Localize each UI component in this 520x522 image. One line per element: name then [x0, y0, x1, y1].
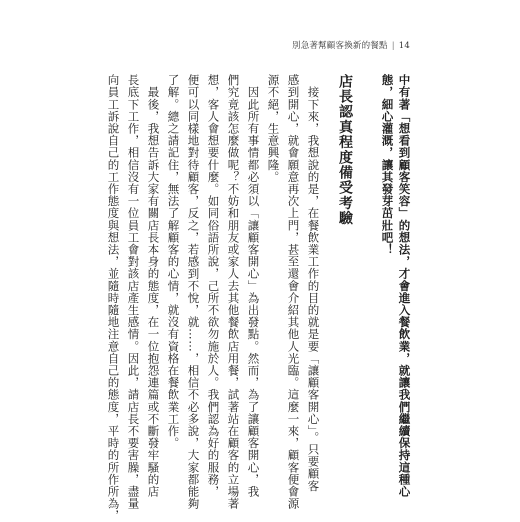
body-line: 源不絕，生意興隆。	[266, 74, 281, 183]
page-number: 14	[398, 41, 410, 51]
section-heading: 店長認真程度備受考驗	[337, 74, 353, 226]
body-line: 向員工訴說自己的工作態度與想法，並隨時隨地注意自己的態度，平時的所作所為，	[106, 74, 121, 522]
intro-emphasis-line: 態，細心灌溉，讓其發芽茁壯吧！	[380, 74, 395, 256]
body-line: 最後，我想告訴大家有關店長本身的態度，在一位抱怨連篇或不斷發牢騷的店	[146, 74, 161, 498]
body-line: 接下來，我想說的是，在餐飲業工作的目的就是要「讓顧客開心」。只要顧客	[306, 74, 321, 492]
running-title: 別急著幫顧客換新的餐點	[292, 41, 388, 51]
body-line: 了解。總之請記住，無法了解顧客的心情，就沒有資格在餐飲業工作。	[166, 74, 181, 450]
body-line: 想，客人會想要什麼。如同俗語所說，己所不欲勿施於人。我們認為好的服務，	[206, 74, 221, 498]
body-line: 因此所有事情都必須以「讓顧客開心」為出發點。然而，為了讓顧客開心，我	[246, 74, 261, 498]
header-divider: |	[391, 41, 395, 51]
body-line: 們究竟該怎麼做呢？不妨和朋友或家人去其他餐飲店用餐，試著站在顧客的立場著	[226, 74, 241, 510]
intro-emphasis-line: 中有著「想看到顧客笑容」的想法，才會進入餐飲業，就讓我們繼續保持這種心	[397, 74, 412, 498]
body-line: 感到開心，就會願意再次上門，甚至還會介紹其他人光臨。這麼一來，顧客便會源	[286, 74, 301, 510]
body-line: 長底下工作，相信沒有一位員工會對該店產生感情。因此，請店長不要害臊，盡量	[126, 74, 141, 510]
body-line: 便可以同樣地對待顧客，反之，若感到不悅，就……，相信不必多說，大家都能夠	[186, 74, 201, 510]
running-header	[292, 39, 410, 51]
